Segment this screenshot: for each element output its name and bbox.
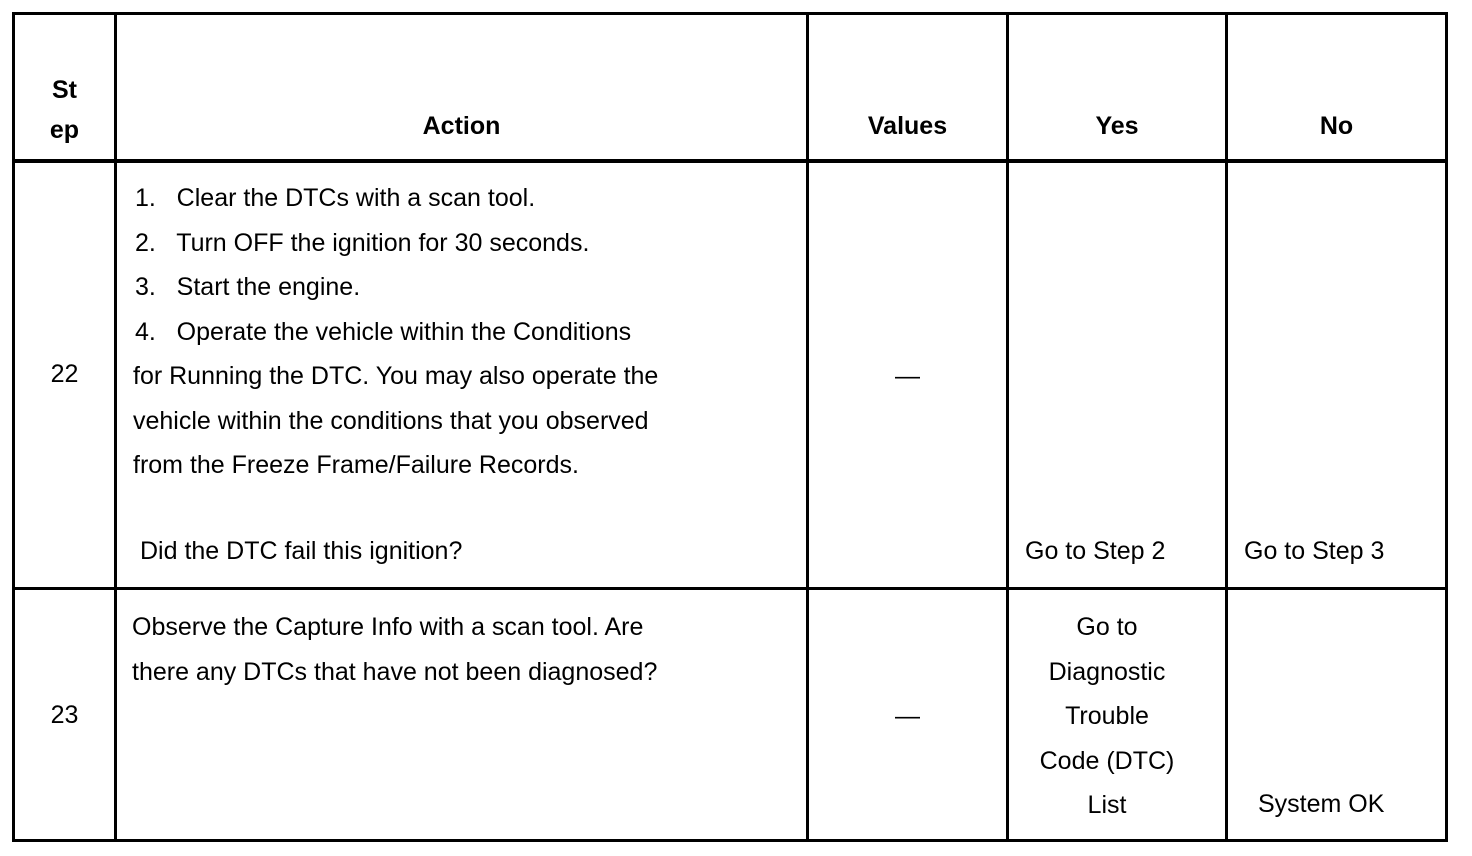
- header-divider: [12, 159, 1448, 163]
- header-values: Values: [867, 112, 948, 140]
- action-line-2: there any DTCs that have not been diagnosed?: [132, 657, 658, 686]
- row-23-step: 23: [50, 701, 79, 729]
- diagnostic-table: [12, 12, 1448, 842]
- action-continuation-2: vehicle within the conditions that you observed: [133, 406, 649, 435]
- action-continuation-1: for Running the DTC. You may also operate the: [133, 362, 659, 390]
- row-22-action: [135, 176, 795, 488]
- row-23-values: —: [895, 702, 920, 730]
- table-border-bottom: [12, 839, 1448, 842]
- table-border-right: [1445, 12, 1448, 842]
- row-divider: [12, 587, 1448, 590]
- row-23-no: System OK: [1258, 790, 1385, 818]
- action-item-4: 4. Operate the vehicle within the Conditions: [135, 317, 632, 346]
- action-line-1: Observe the Capture Info with a scan tool. Are: [132, 613, 644, 641]
- row-22-question: Did the DTC fail this ignition?: [140, 537, 463, 565]
- row-23-yes: Go to Diagnostic Trouble Code (DTC) List: [1039, 613, 1175, 819]
- row-22-no: Go to Step 3: [1244, 537, 1385, 565]
- header-action: Action: [422, 112, 501, 140]
- header-step: St ep: [49, 76, 80, 144]
- action-item-2: 2. Turn OFF the ignition for 30 seconds.: [135, 228, 590, 257]
- action-item-1: 1. Clear the DTCs with a scan tool.: [135, 184, 536, 212]
- table-border-top: [12, 12, 1448, 15]
- header-no: No: [1319, 112, 1354, 140]
- row-22-values: —: [895, 362, 920, 390]
- header-yes: Yes: [1095, 112, 1139, 140]
- action-continuation-3: from the Freeze Frame/Failure Records.: [133, 451, 579, 479]
- action-item-3: 3. Start the engine.: [135, 273, 361, 301]
- row-23-action: [132, 605, 802, 694]
- row-22-step: 22: [50, 360, 79, 388]
- row-22-yes: Go to Step 2: [1025, 537, 1166, 565]
